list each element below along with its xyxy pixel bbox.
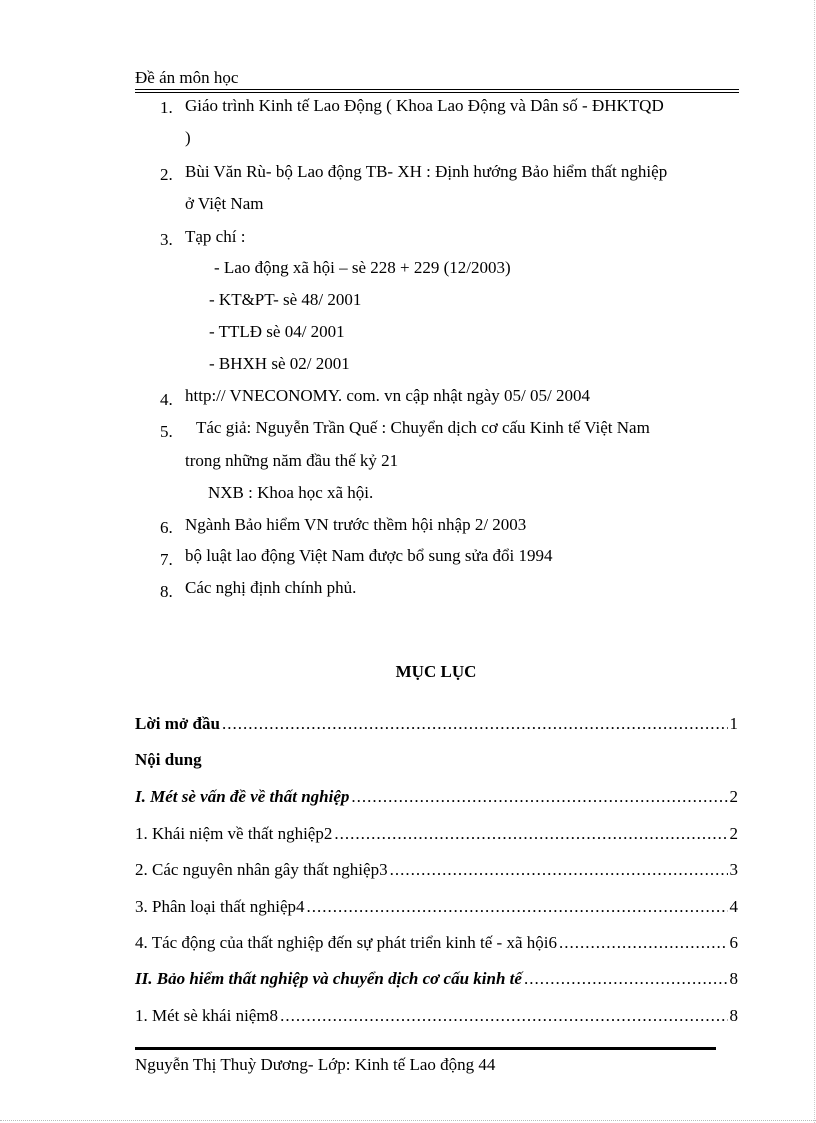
toc-row <box>135 787 738 811</box>
toc-label: II. Bảo hiểm thất nghiệp và chuyển dịch cơ cấu kinh tế <box>135 969 522 988</box>
ref-text: trong những năm đầu thế kỷ 21 <box>185 451 399 470</box>
page-header-title: Đề án môn học <box>135 68 239 87</box>
ref-number: 2. <box>160 165 173 184</box>
toc-row <box>135 714 738 738</box>
footer-rule <box>135 1047 716 1050</box>
toc-label: 1. Khái niệm về thất nghiệp2 <box>135 824 333 843</box>
ref-text: Tạp chí : <box>185 227 246 246</box>
toc-label: I. Mét sè vấn đề về thất nghiệp <box>135 787 350 806</box>
ref-text: bộ luật lao động Việt Nam được bổ sung sửa đổi 1994 <box>185 546 553 565</box>
ref-number: 7. <box>160 550 173 569</box>
toc-page: 3 <box>729 860 738 879</box>
toc-page: 4 <box>729 897 738 916</box>
toc-row <box>135 897 738 921</box>
ref-number: 6. <box>160 518 173 537</box>
page-edge-bottom <box>0 1120 816 1121</box>
ref-text: Giáo trình Kinh tế Lao Động ( Khoa Lao Động và Dân số - ĐHKTQD <box>185 96 664 115</box>
toc-page: 2 <box>729 824 738 843</box>
toc-leader <box>222 714 728 734</box>
ref-text: ) <box>185 128 191 147</box>
toc-page: 1 <box>729 714 738 733</box>
toc-leader <box>307 897 728 917</box>
page-footer: Nguyễn Thị Thuỳ Dương- Lớp: Kinh tế Lao động 44 <box>135 1055 496 1074</box>
toc-leader <box>351 787 727 807</box>
toc-row <box>135 750 738 774</box>
toc-label: Nội dung <box>135 750 202 769</box>
ref-text: http:// VNECONOMY. com. vn cập nhật ngày 05/ 05/ 2004 <box>185 386 590 405</box>
ref-text: Bùi Văn Rù- bộ Lao động TB- XH : Định hướng Bảo hiểm thất nghiệp <box>185 162 668 181</box>
ref-subitem: - Lao động xã hội – sè 228 + 229 (12/2003) <box>214 258 511 277</box>
ref-subitem: - KT&PT- sè 48/ 2001 <box>209 290 362 309</box>
toc-page: 8 <box>729 1006 738 1025</box>
toc-leader <box>334 824 727 844</box>
ref-number: 4. <box>160 390 173 409</box>
toc-leader <box>390 860 728 880</box>
toc-leader <box>559 933 728 953</box>
ref-subitem: - BHXH sè 02/ 2001 <box>209 354 350 373</box>
ref-text: ở Việt Nam <box>185 194 264 213</box>
ref-number: 5. <box>160 422 173 441</box>
toc-title: MỤC LỤC <box>395 662 477 681</box>
toc-label: 2. Các nguyên nhân gây thất nghiệp3 <box>135 860 388 879</box>
toc-label: 1. Mét sè khái niệm8 <box>135 1006 279 1025</box>
toc-label: 3. Phân loại thất nghiệp4 <box>135 897 305 916</box>
toc-page: 6 <box>729 933 738 952</box>
ref-number: 3. <box>160 230 173 249</box>
ref-publisher: NXB : Khoa học xã hội. <box>208 483 374 502</box>
ref-text: Ngành Bảo hiểm VN trước thềm hội nhập 2/ 2003 <box>185 515 527 534</box>
ref-text: Tác giả: Nguyễn Trần Quế : Chuyển dịch cơ cấu Kinh tế Việt Nam <box>196 418 650 437</box>
toc-label: Lời mở đầu <box>135 714 220 733</box>
ref-subitem: - TTLĐ sè 04/ 2001 <box>209 322 345 341</box>
toc-leader <box>524 969 728 989</box>
ref-number: 1. <box>160 98 173 117</box>
ref-number: 8. <box>160 582 173 601</box>
toc-leader <box>280 1006 727 1026</box>
toc-row <box>135 1006 738 1030</box>
toc-page: 2 <box>729 787 738 806</box>
toc-row <box>135 969 738 993</box>
page-edge-right <box>814 0 815 1123</box>
toc-label: 4. Tác động của thất nghiệp đến sự phát triển kinh tế - xã hội6 <box>135 933 557 952</box>
toc-row <box>135 860 738 884</box>
toc-page: 8 <box>729 969 738 988</box>
ref-text: Các nghị định chính phủ. <box>185 578 357 597</box>
toc-row <box>135 824 738 848</box>
toc-row <box>135 933 738 957</box>
